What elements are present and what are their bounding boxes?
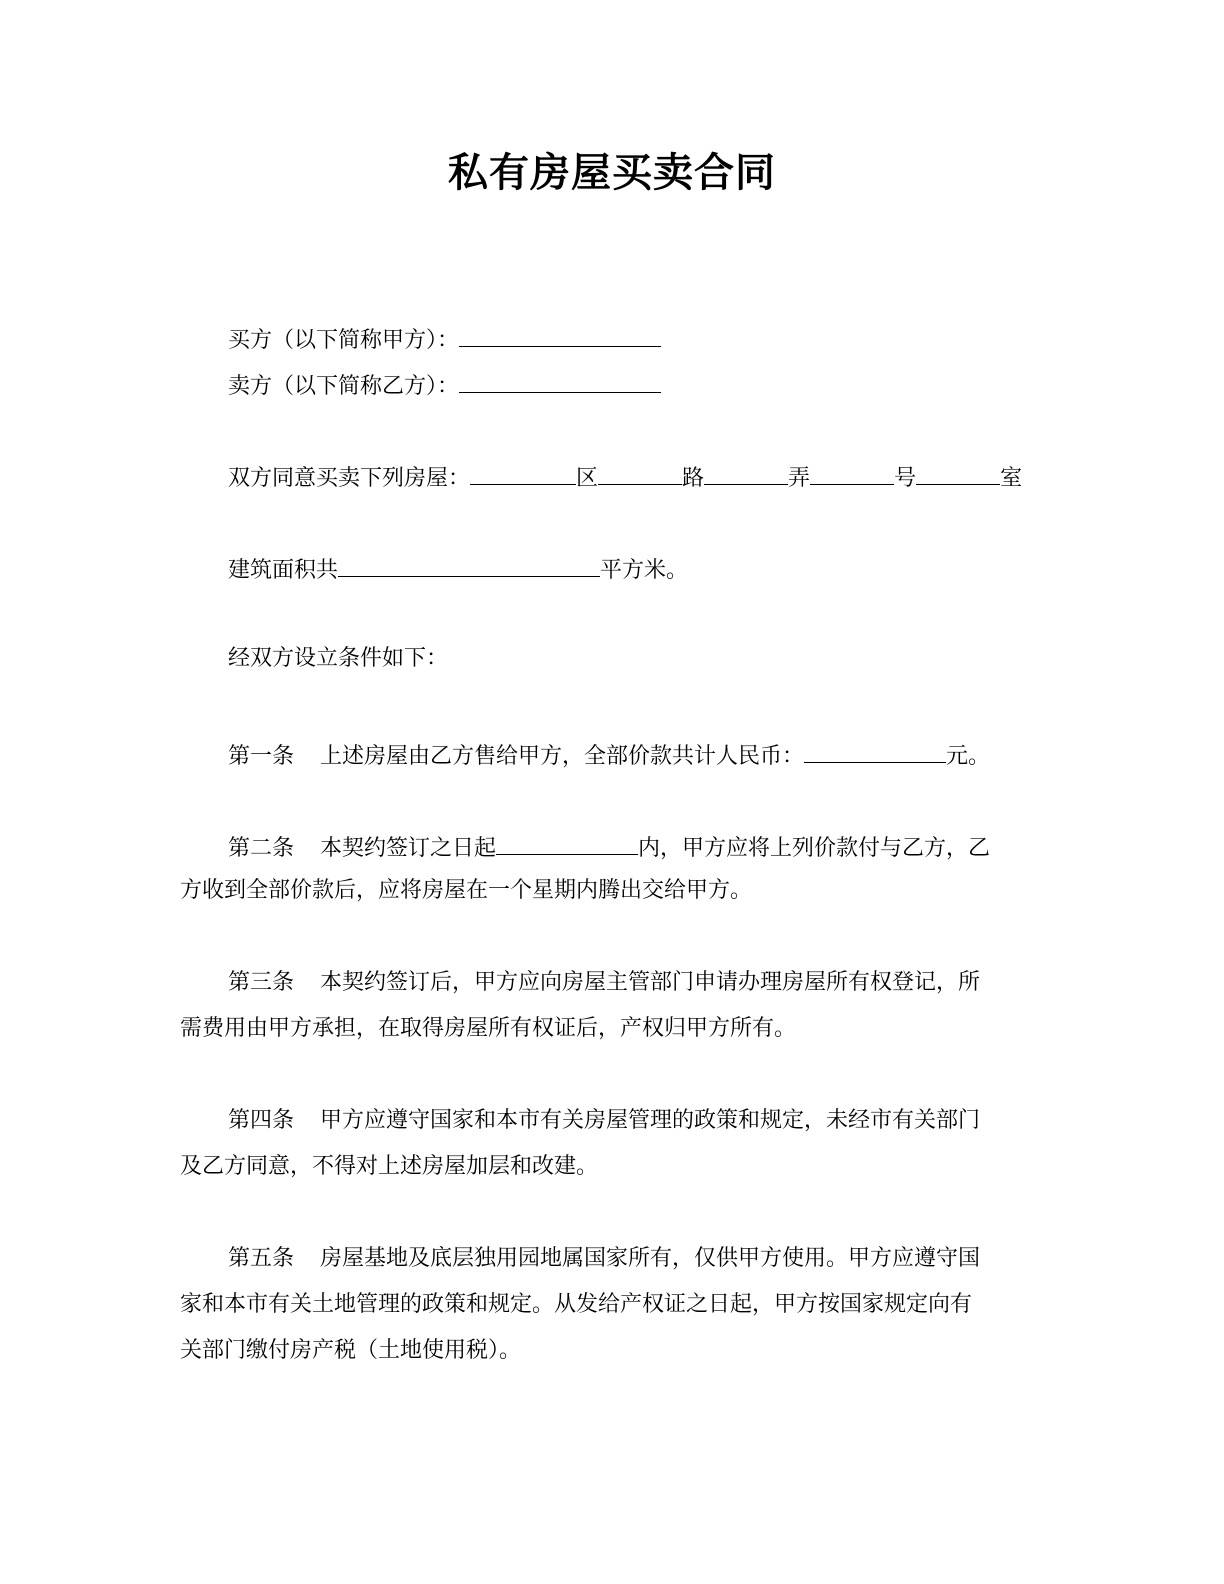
price-blank[interactable] — [804, 738, 946, 763]
buyer-label: 买方（以下简称甲方）： — [228, 328, 460, 353]
article-5-line-1 — [228, 1244, 980, 1274]
seller-blank[interactable] — [459, 368, 661, 393]
article-1-suffix: 元。 — [946, 744, 991, 769]
article-2-line-2: 方收到全部价款后，应将房屋在一个星期内腾出交给甲方。 — [180, 878, 753, 903]
conditions-intro: 经双方设立条件如下： — [228, 646, 449, 671]
article-3-label: 第三条 — [228, 970, 295, 995]
article-2-text-before: 本契约签订之日起 — [320, 836, 497, 861]
article-4-line-1 — [228, 1106, 980, 1136]
article-4-text-1: 甲方应遵守国家和本市有关房屋管理的政策和规定，未经市有关部门 — [320, 1108, 981, 1133]
article-3-line-1 — [228, 968, 980, 998]
room-label: 室 — [1000, 466, 1023, 491]
article-5-line-3: 关部门缴付房产税（土地使用税）。 — [180, 1338, 522, 1363]
article-5-line-2: 家和本市有关土地管理的政策和规定。从发给产权证之日起，甲方按国家规定向有 — [180, 1292, 973, 1317]
article-4-line-2: 及乙方同意，不得对上述房屋加层和改建。 — [180, 1154, 599, 1179]
article-1-text: 上述房屋由乙方售给甲方，全部价款共计人民币： — [320, 744, 805, 769]
district-label: 区 — [576, 466, 599, 491]
area-blank[interactable] — [338, 552, 600, 577]
district-blank[interactable] — [470, 460, 576, 485]
number-blank[interactable] — [810, 460, 894, 485]
road-blank[interactable] — [598, 460, 682, 485]
seller-label: 卖方（以下简称乙方）： — [228, 374, 460, 399]
number-label: 号 — [894, 466, 917, 491]
article-1-label: 第一条 — [228, 744, 295, 769]
buyer-blank[interactable] — [459, 322, 661, 347]
payment-period-blank[interactable] — [496, 830, 638, 855]
article-2-text-after: 内，甲方应将上列价款付与乙方，乙 — [638, 836, 991, 861]
road-label: 路 — [682, 466, 705, 491]
article-5-text-1: 房屋基地及底层独用园地属国家所有，仅供甲方使用。甲方应遵守国 — [320, 1246, 981, 1271]
area-prefix: 建筑面积共 — [228, 558, 339, 583]
seller-line — [228, 368, 661, 402]
article-4-label: 第四条 — [228, 1108, 295, 1133]
article-3-text-1: 本契约签订后，甲方应向房屋主管部门申请办理房屋所有权登记，所 — [320, 970, 981, 995]
article-2-line-1 — [228, 830, 990, 864]
area-line — [228, 552, 688, 586]
room-blank[interactable] — [916, 460, 1000, 485]
property-intro: 双方同意买卖下列房屋： — [228, 466, 471, 491]
article-1 — [228, 738, 990, 772]
article-2-label: 第二条 — [228, 836, 295, 861]
property-address-line — [228, 460, 1022, 494]
lane-blank[interactable] — [704, 460, 788, 485]
article-5-label: 第五条 — [228, 1246, 295, 1271]
document-title: 私有房屋买卖合同 — [448, 150, 776, 196]
article-3-line-2: 需费用由甲方承担，在取得房屋所有权证后，产权归甲方所有。 — [180, 1016, 797, 1041]
lane-label: 弄 — [788, 466, 811, 491]
buyer-line — [228, 322, 661, 356]
area-suffix: 平方米。 — [600, 558, 689, 583]
